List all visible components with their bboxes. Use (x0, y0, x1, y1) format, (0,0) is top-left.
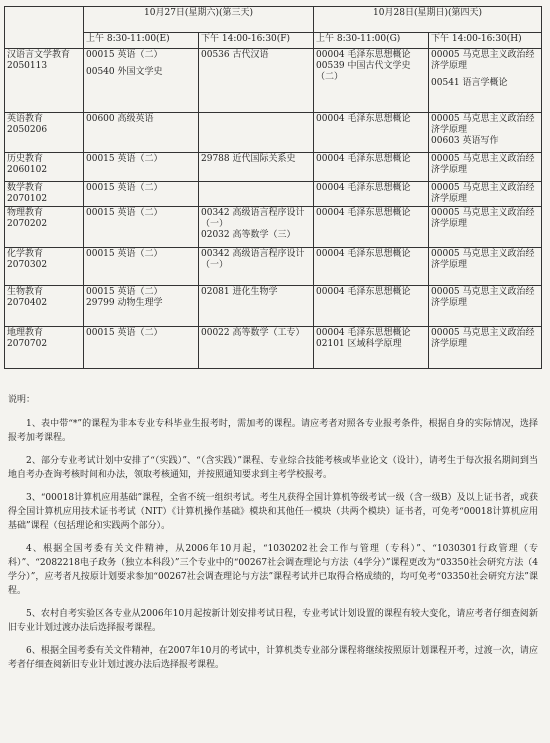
major-cell (5, 113, 84, 153)
major-name: 物理教育 (7, 208, 44, 218)
course-entry: 00005 马克思主义政治经济学原理 (431, 114, 535, 135)
note-item: 4、根据全国考委有关文件精神，从2006年10月起，“1030202社会工作与管理（专科）”、“1030301行政管理（专科）”、“2082218电子政务（独立本科段）”三个专业中的“00267社会调查理论与方法（4学分）”课程更改为“03350社会研究方法（4学分）”，应考者凡按原计划要求参加“00267社会调查理论与方法”课程考试并已取得合格成绩的，均可免考“03350社会研究方法”课程。 (8, 544, 538, 596)
course-entry: 00004 毛泽东思想概论 (316, 208, 411, 218)
course-entry: 00015 英语（二） (86, 328, 163, 338)
course-entry: 00342 高级语言程序设计（一） (201, 249, 305, 270)
slot-h-cell (429, 153, 542, 182)
slot-header-h: 下午 14:00-16:30(H) (429, 33, 542, 49)
slot-e-cell (84, 327, 199, 369)
major-name: 数学教育 (7, 183, 44, 193)
course-entry: 02101 区域科学原理 (316, 339, 402, 349)
slot-e-cell (84, 286, 199, 327)
major-cell (5, 153, 84, 182)
course-entry: 00015 英语（二） (86, 249, 163, 259)
day-header-oct28: 10月28日(星期日)(第四天) (314, 7, 542, 33)
course-entry: 00015 英语（二） (86, 287, 163, 297)
course-entry: 00015 英语（二） (86, 183, 163, 193)
table-row (5, 327, 542, 369)
course-entry: 00342 高级语言程序设计（一） (201, 208, 305, 229)
major-cell (5, 49, 84, 113)
major-name: 化学教育 (7, 249, 44, 259)
course-entry: 00539 中国古代文学史（二） (316, 61, 411, 82)
slot-g-cell (314, 286, 429, 327)
notes-title: 说明： (8, 395, 36, 405)
slot-g-cell (314, 182, 429, 207)
course-entry: 00004 毛泽东思想概论 (316, 328, 411, 338)
slot-header-g: 上午 8:30-11:00(G) (314, 33, 429, 49)
course-entry: 00022 高等数学（工专） (201, 328, 305, 338)
course-entry: 02032 高等数学（三） (201, 230, 296, 240)
course-entry: 00015 英语（二） (86, 50, 163, 60)
major-code: 2070202 (7, 219, 48, 229)
course-entry: 00536 古代汉语 (201, 50, 269, 60)
major-cell (5, 182, 84, 207)
slot-h-cell (429, 113, 542, 153)
slot-h-cell (429, 327, 542, 369)
slot-h-cell (429, 248, 542, 286)
course-entry: 00004 毛泽东思想概论 (316, 249, 411, 259)
table-row (5, 49, 542, 113)
major-cell (5, 207, 84, 248)
major-code: 2070302 (7, 260, 48, 270)
slot-g-cell (314, 153, 429, 182)
course-entry: 00004 毛泽东思想概论 (316, 114, 411, 124)
slot-f-cell (199, 286, 314, 327)
course-entry: 00004 毛泽东思想概论 (316, 154, 411, 164)
major-code: 2060102 (7, 165, 48, 175)
course-entry: 00005 马克思主义政治经济学原理 (431, 50, 535, 71)
note-item: 5、农村自考实验区各专业从2006年10月起按新计划安排考试日程，专业考试计划设置的课程有较大变化，请应考者仔细查阅新旧专业计划过渡办法后选择报考课程。 (8, 609, 538, 633)
major-code: 2050206 (7, 125, 48, 135)
slot-h-cell (429, 182, 542, 207)
note-item: 1、表中带“*”的课程为非本专业专科毕业生报考时，需加考的课程。请应考者对照各专业报考条件，根据自身的实际情况，选择报考加考课程。 (8, 419, 538, 443)
major-cell (5, 286, 84, 327)
major-name: 历史教育 (7, 154, 44, 164)
course-entry: 00004 毛泽东思想概论 (316, 183, 411, 193)
course-entry: 00004 毛泽东思想概论 (316, 50, 411, 60)
slot-f-cell (199, 248, 314, 286)
slot-header-e: 上午 8:30-11:00(E) (84, 33, 199, 49)
course-entry: 00004 毛泽东思想概论 (316, 287, 411, 297)
notes-section (8, 393, 538, 681)
major-name: 地理教育 (7, 328, 44, 338)
slot-f-cell (199, 182, 314, 207)
table-row (5, 182, 542, 207)
course-entry: 00005 马克思主义政治经济学原理 (431, 287, 535, 308)
course-entry: 02081 进化生物学 (201, 287, 278, 297)
major-name: 英语教育 (7, 114, 44, 124)
slot-g-cell (314, 248, 429, 286)
course-entry: 00005 马克思主义政治经济学原理 (431, 183, 535, 204)
slot-f-cell (199, 327, 314, 369)
major-code: 2050113 (7, 61, 48, 71)
major-cell (5, 248, 84, 286)
course-entry: 00005 马克思主义政治经济学原理 (431, 208, 535, 229)
course-entry: 00600 高级英语 (86, 114, 154, 124)
table-row (5, 207, 542, 248)
slot-e-cell (84, 248, 199, 286)
slot-g-cell (314, 113, 429, 153)
course-entry: 00015 英语（二） (86, 208, 163, 218)
course-entry: 00005 马克思主义政治经济学原理 (431, 249, 535, 270)
slot-e-cell (84, 153, 199, 182)
slot-e-cell (84, 182, 199, 207)
day-header-oct27: 10月27日(星期六)(第三天) (84, 7, 314, 33)
major-cell (5, 327, 84, 369)
major-name: 汉语言文学教育 (7, 50, 71, 60)
slot-h-cell (429, 207, 542, 248)
table-row (5, 113, 542, 153)
slot-g-cell (314, 327, 429, 369)
major-code: 2070402 (7, 298, 48, 308)
course-entry: 00005 马克思主义政治经济学原理 (431, 328, 535, 349)
course-entry: 00541 语言学概论 (431, 78, 508, 88)
table-row (5, 286, 542, 327)
slot-f-cell (199, 207, 314, 248)
slot-e-cell (84, 49, 199, 113)
major-name: 生物教育 (7, 287, 44, 297)
course-entry: 00015 英语（二） (86, 154, 163, 164)
note-item: 3、“00018计算机应用基础”课程，全省不统一组织考试。考生凡获得全国计算机等级考试一级（含一级B）及以上证书者，或获得全国计算机应用技术证书考试（NIT）《计算机操作基础》模块和其他任一模块（共两个模块）证书者，可免考“00018计算机应用基础”课程（包括理论和实践两个部分）。 (8, 493, 538, 531)
table-row (5, 248, 542, 286)
course-entry: 00603 英语写作 (431, 136, 499, 146)
course-entry: 29799 动物生理学 (86, 298, 163, 308)
corner-cell (5, 7, 84, 49)
note-item: 2、部分专业考试计划中安排了“（实践）”、“（含实践）”课程、专业综合技能考核或毕业论文（设计），请考生于每次报名期间到当地自考办查询考核时间和办法，领取考核通知，并按照通知要求到主考学校报考。 (8, 456, 538, 480)
exam-schedule-table (4, 6, 542, 369)
slot-h-cell (429, 286, 542, 327)
course-entry: 29788 近代国际关系史 (201, 154, 296, 164)
course-entry: 00540 外国文学史 (86, 67, 163, 77)
date-header-row (5, 7, 542, 33)
slot-h-cell (429, 49, 542, 113)
slot-f-cell (199, 113, 314, 153)
slot-f-cell (199, 49, 314, 113)
course-entry: 00005 马克思主义政治经济学原理 (431, 154, 535, 175)
slot-e-cell (84, 207, 199, 248)
major-code: 2070702 (7, 339, 48, 349)
slot-g-cell (314, 207, 429, 248)
slot-e-cell (84, 113, 199, 153)
note-item: 6、根据全国考委有关文件精神，在2007年10月的考试中，计算机类专业部分课程将继续按照原计划课程开考，过渡一次，请应考者仔细查阅新旧专业计划过渡办法后选择报考课程。 (8, 646, 538, 670)
major-code: 2070102 (7, 194, 48, 204)
slot-f-cell (199, 153, 314, 182)
slot-g-cell (314, 49, 429, 113)
table-row (5, 153, 542, 182)
time-slot-row (5, 33, 542, 49)
slot-header-f: 下午 14:00-16:30(F) (199, 33, 314, 49)
